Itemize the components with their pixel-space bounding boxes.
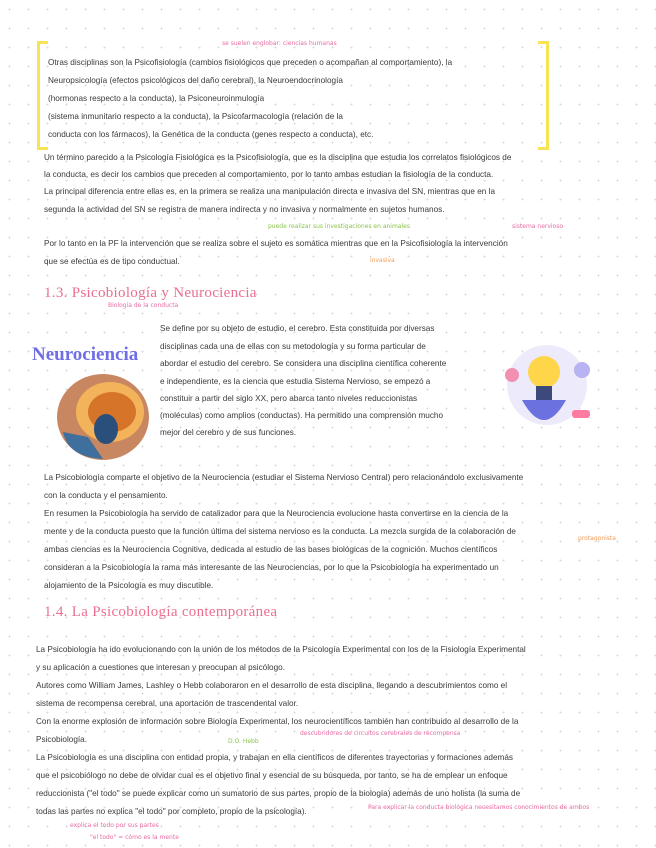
section-heading: 1.4. La Psicobiología contemporánea <box>44 604 278 620</box>
handwritten-note: invasiva <box>370 257 395 264</box>
text-line: conducta con los fármacos), la Genética de la conducta (genes respecto a conducta), etc. <box>48 130 374 139</box>
handwritten-note: protagonista <box>578 535 616 542</box>
handwritten-note: sistema nervioso <box>512 223 564 230</box>
text-line: mente y de la conducta puesto que la función última del sistema nervioso es la conducta. La mezcla surgida de la colaboración de <box>44 527 516 536</box>
text-line: ambas ciencias es la Neurociencia Cognitiva, dedicada al estudio de las bases biológicas de la cognición. Muchos científicos <box>44 545 498 554</box>
text-line: Con la enorme explosión de información sobre Biología Experimental, los neurocientíficos también han contribuido al desarrollo de la <box>36 717 519 726</box>
text-line: La principal diferencia entre ellas es, en la primera se realiza una manipulación directa e invasiva del SN, mientras que en la <box>44 187 496 196</box>
text-line: abordar el estudio del cerebro. Se considera una disciplina científica coherente <box>160 359 447 368</box>
text-line: consideran a la Psicobiología la rama más interesante de las Neurociencias, por lo que la Psicobiología ha experimentado un <box>44 563 499 572</box>
text-line: (hormonas respecto a la conducta), la Psiconeuroinmulogía <box>48 94 265 103</box>
text-line: Neuropsicología (efectos psicológicos del daño cerebral), la Neuroendocrinología <box>48 76 343 85</box>
text-line: reduccionista ("el todo" se puede explicar como un sumatorio de sus partes, propio de la biología) además de uno holista (la suma de <box>36 789 521 798</box>
section-heading: 1.3. Psicobiología y Neurociencia <box>44 285 257 301</box>
text-line: e independiente, es la ciencia que estudia Sistema Nervioso, se empezó a <box>160 377 431 386</box>
handwritten-note: D.O. Hebb <box>228 738 259 745</box>
text-line: alojamiento de la Psicología es muy discutible. <box>44 581 214 590</box>
text-line: y su aplicación a cuestiones que interesan y preocupan al psicólogo. <box>36 663 285 672</box>
text-line: Por lo tanto en la PF la intervención que se realiza sobre el sujeto es somática mientras que en la Psicofisiología la intervención <box>44 239 508 248</box>
text-line: Autores como William James, Lashley o Hebb colaboraron en el desarrollo de esta disciplina, llegando a descubrimientos como el <box>36 681 508 690</box>
text-line: que se efectúa es de tipo conductual. <box>44 257 180 266</box>
brain-illustration <box>48 367 158 462</box>
handwritten-note: puede realizar sus investigaciones en animales <box>268 223 410 230</box>
text-line: mejor del cerebro y de sus funciones. <box>160 428 297 437</box>
text-line: la conducta, es decir los cambios que preceden al comportamiento, por lo tanto ambas estudian la fisiología de la conducta. <box>44 170 494 179</box>
handwritten-note: Biología de la conducta <box>108 302 179 309</box>
text-line: con la conducta y el pensamiento. <box>44 491 168 500</box>
text-line: En resumen la Psicobiología ha servido de catalizador para que la Neurociencia evolucione hasta convertirse en la ciencia de la <box>44 509 509 518</box>
text-line: que el psicobiólogo no debe de olvidar cual es el objetivo final y esencial de su búsqueda, por tanto, se ha de emplear un enfoque <box>36 771 508 780</box>
text-line: sistema de recompensa cerebral, una aportación de trascendental valor. <box>36 699 299 708</box>
text-line: Se define por su objeto de estudio, el cerebro. Esta constituida por diversas <box>160 324 435 333</box>
handwritten-note: se suelen englobar: ciencias humanas <box>222 40 337 47</box>
handwritten-note: Para explicar la conducta biológica necesitamos conocimientos de ambos <box>368 804 590 811</box>
handwritten-note: explica el todo por sus partes <box>70 822 159 829</box>
text-line: todas las partes no explica "el todo" por completo, propio de la psicología). <box>36 807 307 816</box>
text-line: segunda la actividad del SN se registra de manera indirecta y no invasiva y normalmente en sujetos humanos. <box>44 205 445 214</box>
text-line: La Psicobiología comparte el objetivo de la Neurociencia (estudiar el Sistema Nervioso Central) pero relacionándolo exclusivamente <box>44 473 524 482</box>
bracket-left <box>37 41 48 150</box>
text-line: (sistema inmunitario respecto a la conducta), la Psicofarmacología (relación de la <box>48 112 343 121</box>
text-line: Otras disciplinas son la Psicofisiología (cambios fisiológicos que preceden o acompañan al comportamiento), la <box>48 58 453 67</box>
text-line: disciplinas cada una de ellas con su metodología y su forma particular de <box>160 342 426 351</box>
text-line: Un término parecido a la Psicología Fisiológica es la Psicofisiología, que es la disciplina que estudia los correlatos fisiológicos de <box>44 153 512 162</box>
handwritten-note: "el todo" = cómo es la mente <box>90 834 179 841</box>
text-line: Psicobiología. <box>36 735 87 744</box>
neurociencia-heading: Neurociencia <box>32 344 139 365</box>
idea-illustration <box>492 340 602 455</box>
text-line: La Psicobiología es una disciplina con entidad propia, y trabajan en ella científicos de diferentes trayectorias y formaciones además <box>36 753 513 762</box>
text-line: (moléculas) como amplios (conductas). Ha permitido una comprensión mucho <box>160 411 444 420</box>
text-line: constituir a partir del siglo XX, pero abarca tanto niveles reduccionistas <box>160 394 418 403</box>
text-line: La Psicobiología ha ido evolucionando con la unión de los métodos de la Psicología Experimental con los de la Fisiología Experimental <box>36 645 526 654</box>
handwritten-note: descubridores de circuitos cerebrales de recompensa <box>300 730 461 737</box>
bracket-right <box>538 41 549 150</box>
